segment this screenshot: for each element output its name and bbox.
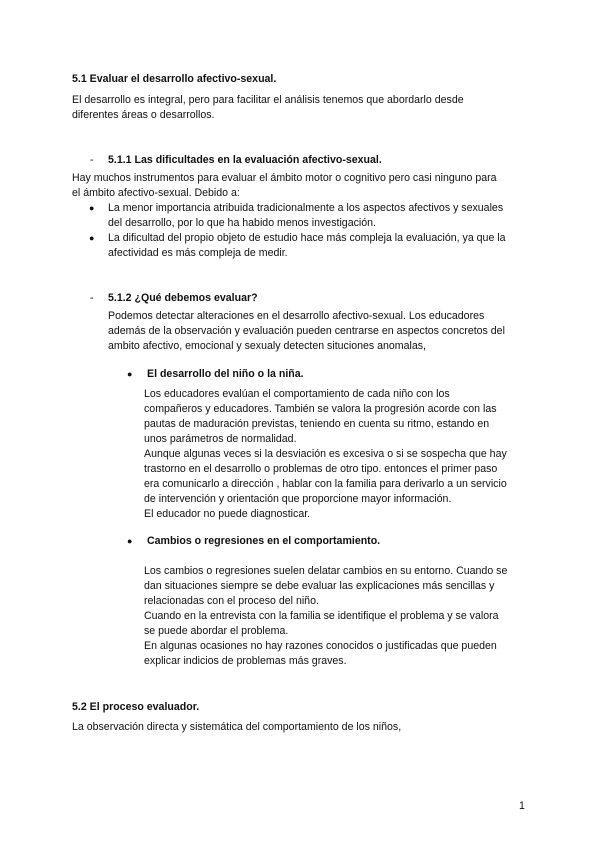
paragraph-line: relacionadas con el proceso del niño. — [144, 595, 319, 607]
paragraph-line: el ámbito afectivo-sexual. Debido a: — [72, 187, 240, 199]
paragraph-line: trastorno en el desarrollo o problemas de otro tipo. entonces el primer paso — [144, 463, 498, 475]
bullet-icon: ● — [127, 536, 133, 546]
subheading-desarrollo: El desarrollo del niño o la niña. — [147, 368, 304, 380]
paragraph-line: pautas de maduración previstas, teniendo en cuenta su ritmo, estando en — [144, 418, 490, 430]
list-item-line: La menor importancia atribuida tradicionalmente a los aspectos afectivos y sexuales — [108, 202, 504, 214]
paragraph-line: era comunicarlo a dirección , hablar con la familia para derivarlo a un servicio — [144, 478, 507, 490]
paragraph-line: El educador no puede diagnosticar. — [144, 508, 311, 520]
bullet-icon: ● — [89, 233, 95, 243]
dash-marker: - — [90, 292, 94, 304]
bullet-icon: ● — [89, 203, 95, 213]
paragraph-line: se puede abordar el problema. — [144, 625, 289, 637]
paragraph-line: dan situaciones siempre se debe evaluar las explicaciones más sencillas y — [144, 580, 495, 592]
paragraph-line: Hay muchos instrumentos para evaluar el ámbito motor o cognitivo pero casi ninguno para — [72, 172, 497, 184]
paragraph-line: explicar indicios de problemas más graves. — [144, 655, 347, 667]
section-heading-5-1: 5.1 Evaluar el desarrollo afectivo-sexual. — [72, 73, 277, 85]
section-heading-5-1-2: 5.1.2 ¿Qué debemos evaluar? — [108, 292, 258, 304]
paragraph-line: Cuando en la entrevista con la familia se identifique el problema y se valora — [144, 610, 499, 622]
paragraph-line: En algunas ocasiones no hay razones conocidos o justificadas que pueden — [144, 640, 497, 652]
subheading-cambios: Cambios o regresiones en el comportamiento. — [147, 535, 381, 547]
page-number: 1 — [519, 800, 525, 812]
paragraph-line: Los educadores evalúan el comportamiento de cada niño con los — [144, 388, 450, 400]
paragraph-line: Los cambios o regresiones suelen delatar cambios en su entorno. Cuando se — [144, 565, 508, 577]
section-heading-5-1-1: 5.1.1 Las dificultades en la evaluación afectivo-sexual. — [108, 154, 382, 166]
list-item-line: afectividad es más compleja de medir. — [108, 247, 288, 259]
list-item-line: del desarrollo, por lo que ha habido menos investigación. — [108, 217, 376, 229]
dash-marker: - — [90, 154, 94, 166]
bullet-icon: ● — [127, 369, 133, 379]
paragraph-line: ambito afectivo, emocional y sexualy detecten situciones anomalas, — [108, 340, 426, 352]
paragraph-line: Aunque algunas veces si la desviación es excesiva o si se sospecha que hay — [144, 448, 507, 460]
paragraph-line: diferentes áreas o desarrollos. — [72, 109, 215, 121]
section-heading-5-2: 5.2 El proceso evaluador. — [72, 701, 200, 713]
paragraph-line: además de la observación y evaluación pueden centrarse en aspectos concretos del — [108, 325, 505, 337]
paragraph-line: unos parámetros de normalidad. — [144, 433, 297, 445]
paragraph-line: La observación directa y sistemática del comportamiento de los niños, — [72, 721, 402, 733]
list-item-line: La dificultad del propio objeto de estudio hace más compleja la evaluación, ya que la — [108, 232, 506, 244]
paragraph-line: El desarrollo es integral, pero para facilitar el análisis tenemos que abordarlo desde — [72, 94, 464, 106]
paragraph-line: de intervención y orientación que proporcione mayor información. — [144, 493, 452, 505]
paragraph-line: compañeros y educadores. También se valora la progresión acorde con las — [144, 403, 497, 415]
paragraph-line: Podemos detectar alteraciones en el desarrollo afectivo-sexual. Los educadores — [108, 310, 485, 322]
